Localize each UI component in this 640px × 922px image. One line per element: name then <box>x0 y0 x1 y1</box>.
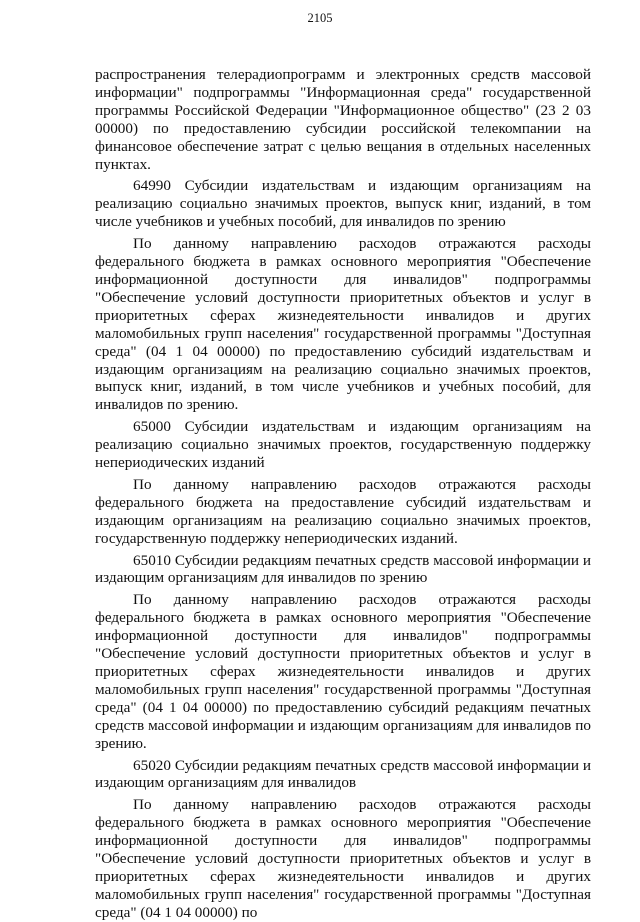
document-body <box>95 66 591 922</box>
paragraph-64990-description: По данному направлению расходов отражаются расходы федерального бюджета в рамках основного мероприятия "Обеспечение информационной доступности для инвалидов" подпрограммы "Обеспечение условий доступности приоритетных объектов и услуг в приоритетных сферах жизнедеятельности инвалидов и других маломобильных групп населения" государственной программы "Доступная среда" (04 1 04 00000) по предоставлению субсидий издательствам и издающим организациям на реализацию социально значимых проектов, выпуск книг, изданий, в том числе учебников и учебных пособий, для инвалидов по зрению. <box>95 235 591 414</box>
paragraph-65020-description: По данному направлению расходов отражаются расходы федерального бюджета в рамках основного мероприятия "Обеспечение информационной доступности для инвалидов" подпрограммы "Обеспечение условий доступности приоритетных объектов и услуг в приоритетных сферах жизнедеятельности инвалидов и других маломобильных групп населения" государственной программы "Доступная среда" (04 1 04 00000) по <box>95 796 591 921</box>
paragraph-65010-description: По данному направлению расходов отражаются расходы федерального бюджета в рамках основного мероприятия "Обеспечение информационной доступности для инвалидов" подпрограммы "Обеспечение условий доступности приоритетных объектов и услуг в приоритетных сферах жизнедеятельности инвалидов и других маломобильных групп населения" государственной программы "Доступная среда" (04 1 04 00000) по предоставлению субсидий редакциям печатных средств массовой информации и издающим организациям для инвалидов по зрению. <box>95 591 591 752</box>
heading-65010: 65010 Субсидии редакциям печатных средств массовой информации и издающим организациям для инвалидов по зрению <box>95 551 591 587</box>
paragraph-65000-description: По данному направлению расходов отражаются расходы федерального бюджета на предоставление субсидий издательствам и издающим организациям на реализацию социально значимых проектов, государственную поддержку непериодических изданий. <box>95 475 591 547</box>
heading-65020: 65020 Субсидии редакциям печатных средств массовой информации и издающим организациям для инвалидов <box>95 756 591 792</box>
heading-65000: 65000 Субсидии издательствам и издающим организациям на реализацию социально значимых проектов, государственную поддержку непериодических изданий <box>95 418 591 472</box>
paragraph-continuation: распространения телерадиопрограмм и электронных средств массовой информации" подпрограммы "Информационная среда" государственной программы Российской Федерации "Информационное общество" (23 2 03 00000) по предоставлению субсидии российской телекомпании на финансовое обеспечение затрат с целью вещания в отдельных населенных пунктах. <box>95 66 591 173</box>
page-number: 2105 <box>307 11 333 25</box>
heading-64990: 64990 Субсидии издательствам и издающим организациям на реализацию социально значимых проектов, выпуск книг, изданий, в том числе учебников и учебных пособий, для инвалидов по зрению <box>95 177 591 231</box>
